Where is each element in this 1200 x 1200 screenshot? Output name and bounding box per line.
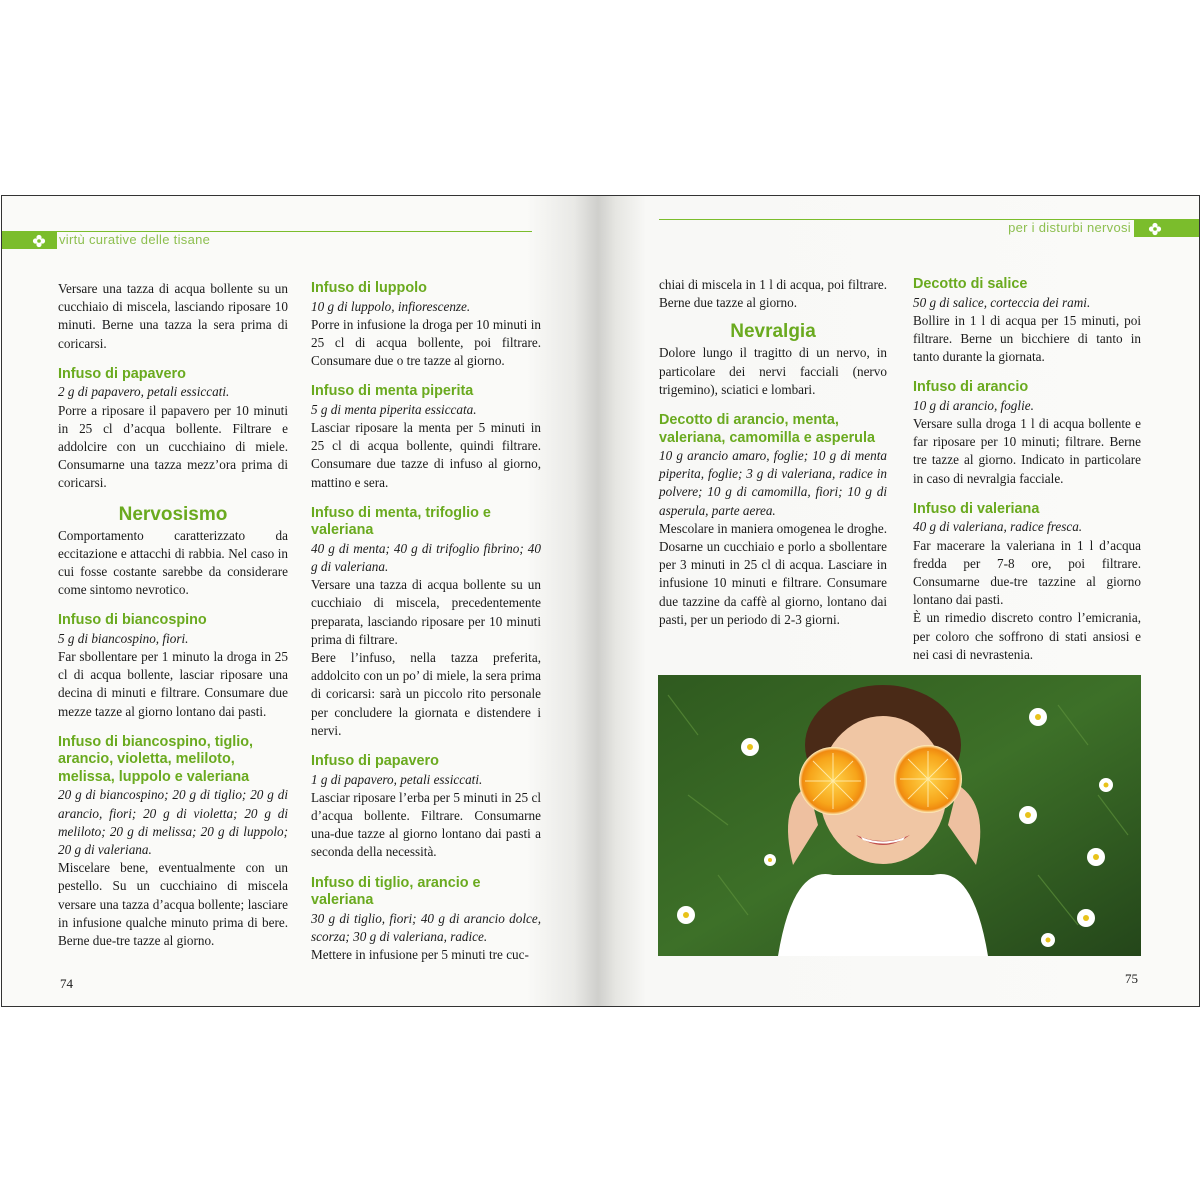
header-title-left: virtù curative delle tisane — [59, 232, 211, 247]
recipe-ingredients: 10 g di luppolo, infiorescenze. — [311, 298, 471, 314]
recipe-ingredients: 10 g di arancio, foglie. — [913, 397, 1034, 413]
right-column-2 — [913, 276, 1141, 664]
recipe-ingredients: 50 g di salice, corteccia dei rami. — [913, 294, 1091, 310]
paragraph: chiai di miscela in 1 l di acqua, poi filtrare. Berne due tazze al giorno. — [659, 277, 887, 311]
page-number-left: 74 — [60, 976, 73, 991]
left-column-1 — [58, 280, 288, 950]
recipe-title: Decotto di salice — [913, 276, 1028, 292]
section-title: Nevralgia — [730, 321, 816, 343]
recipe-text: Mescolare in maniera omogenea le droghe. Dosarne un cucchiaio e porlo a sbollentare per 3 minuti in 25 cl di acqua. Lasciare in infusione 10 minuti e filtrare. Consumare due tazzine da caffè al giorno, lontano dai pasti, per un periodo di 2-3 giorni. — [659, 520, 887, 627]
recipe-title: Decotto di arancio, menta, valeriana, camomilla e asperula — [659, 412, 875, 446]
recipe-title: Infuso di tiglio, arancio e valeriana — [311, 874, 481, 909]
section-text: Dolore lungo il tragitto di un nervo, in particolare dei nervi facciali (nervo trigemino), sciatici e lombari. — [659, 345, 887, 397]
running-header-left — [2, 231, 532, 250]
section-text: Comportamento caratterizzato da eccitazione e attacchi di rabbia. Nel caso in cui fosse costante sarebbe da considerare come sintomo nevrotico. — [58, 527, 288, 598]
recipe-ingredients: 5 g di menta piperita essiccata. — [311, 401, 477, 417]
recipe-text: Versare sulla droga 1 l di acqua bollente e far riposare per 10 minuti; filtrare. Berne tre tazze al giorno. Indicato in particolare in caso di nevralgia facciale. — [913, 416, 1141, 486]
recipe-title: Infuso di papavero — [58, 365, 186, 382]
recipe-text: È un rimedio discreto contro l’emicrania, per coloro che soffrono di stati ansiosi e nei casi di nevrastenia. — [913, 610, 1141, 662]
left-column-2 — [311, 280, 541, 964]
flower-icon — [1148, 222, 1162, 236]
header-accent-bar — [2, 232, 57, 249]
left-page — [2, 196, 598, 1006]
recipe-ingredients: 1 g di papavero, petali essiccati. — [311, 771, 483, 787]
open-book — [1, 195, 1200, 1007]
recipe-title: Infuso di menta piperita — [311, 383, 474, 400]
photo-woman-oranges — [658, 675, 1141, 956]
recipe-ingredients: 40 g di valeriana, radice fresca. — [913, 519, 1083, 535]
recipe-text: Mettere in infusione per 5 minuti tre cuc- — [311, 946, 529, 962]
recipe-text: Far sbollentare per 1 minuto la droga in 25 cl di acqua bollente, lasciar riposare una decina di minuti e filtrare. Consumare due mezze tazze al giorno lontano dai pasti. — [58, 649, 288, 719]
page-number-right: 75 — [1125, 971, 1138, 986]
recipe-text: Bere l’infuso, nella tazza preferita, addolcito con un po’ di miele, la sera prima di coricarsi: sarà un piccolo rito personale per concludere la giornata e distendere i nervi. — [311, 650, 541, 738]
recipe-title: Infuso di valeriana — [913, 500, 1040, 517]
recipe-ingredients: 30 g di tiglio, fiori; 40 g di arancio dolce, scorza; 30 g di valeriana, radice. — [311, 910, 541, 944]
recipe-text: Bollire in 1 l di acqua per 15 minuti, poi filtrare. Berne un bicchiere di tanto in tanto durante la giornata. — [913, 312, 1141, 365]
recipe-text: Porre in infusione la droga per 10 minuti in 25 cl di acqua bollente, poi filtrare. Consumare due o tre tazze al giorno. — [311, 316, 541, 369]
recipe-text: Far macerare la valeriana in 1 l d’acqua fredda per 7-8 ore, poi filtrare. Consumarne due-tre tazzine al giorno lontano dai pasti. — [913, 537, 1141, 608]
recipe-ingredients: 10 g arancio amaro, foglie; 10 g di menta piperita, foglie; 3 g di valeriana, radice in polvere; 10 g di camomilla, fiori; 10 g di asperula, parte aerea. — [659, 448, 887, 518]
header-accent-bar — [1134, 220, 1199, 237]
recipe-ingredients: 2 g di papavero, petali essiccati. — [58, 384, 230, 400]
running-header-right — [659, 219, 1199, 238]
photo-illustration — [658, 675, 1141, 956]
recipe-title: Infuso di papavero — [311, 753, 439, 770]
recipe-text: Porre a riposare il papavero per 10 minuti in 25 cl d’acqua bollente. Filtrare e addolcire con un cucchiaino di miele. Consumarne una tazza mezz’ora prima di coricarsi. — [58, 402, 288, 491]
section-title: Nervosismo — [118, 503, 228, 525]
recipe-text: Lasciar riposare l’erba per 5 minuti in 25 cl d’acqua bollente. Filtrare. Consumarne una-due tazze al giorno lontano dai pasti a seconda della necessità. — [311, 789, 541, 860]
recipe-ingredients: 40 g di menta; 40 g di trifoglio fibrino; 40 g di valeriana. — [311, 540, 541, 575]
recipe-title: Infuso di arancio — [913, 379, 1029, 396]
recipe-text: Versare una tazza di acqua bollente su un cucchiaio di miscela, precedentemente preparata, lasciando riposare per 10 minuti prima di filtrare. — [311, 577, 541, 647]
recipe-text: Miscelare bene, eventualmente con un pestello. Su un cucchiaino di miscela versare una tazza d’acqua bollente; lasciare in infusione qualche minuto prima di bere. Berne due-tre tazze al giorno. — [58, 860, 288, 948]
recipe-ingredients: 5 g di biancospino, fiori. — [58, 630, 189, 646]
right-page — [598, 196, 1199, 1006]
recipe-text: Lasciar riposare la menta per 5 minuti in 25 cl di acqua bollente, quindi filtrare. Consumare due tazze di infuso al giorno, mattino e sera. — [311, 420, 541, 490]
recipe-title: Infuso di menta, trifoglio e valeriana — [311, 504, 491, 539]
flower-icon — [32, 234, 46, 248]
header-title-right: per i disturbi nervosi — [1008, 220, 1131, 235]
paragraph: Versare una tazza di acqua bollente su un cucchiaio di miscela, lasciando riposare 10 minuti. Berne una tazza la sera prima di coricarsi. — [58, 281, 288, 351]
right-column-1 — [659, 276, 887, 629]
recipe-title: Infuso di luppolo — [311, 280, 427, 296]
recipe-title: Infuso di biancospino, tiglio, arancio, violetta, meliloto, melissa, luppolo e valeriana — [58, 733, 254, 785]
recipe-title: Infuso di biancospino — [58, 612, 207, 629]
recipe-ingredients: 20 g di biancospino; 20 g di tiglio; 20 g di arancio, fiori; 20 g di violetta; 20 g di meliloto; 20 g di melissa; 20 g di luppolo; 20 g di valeriana. — [58, 787, 288, 857]
